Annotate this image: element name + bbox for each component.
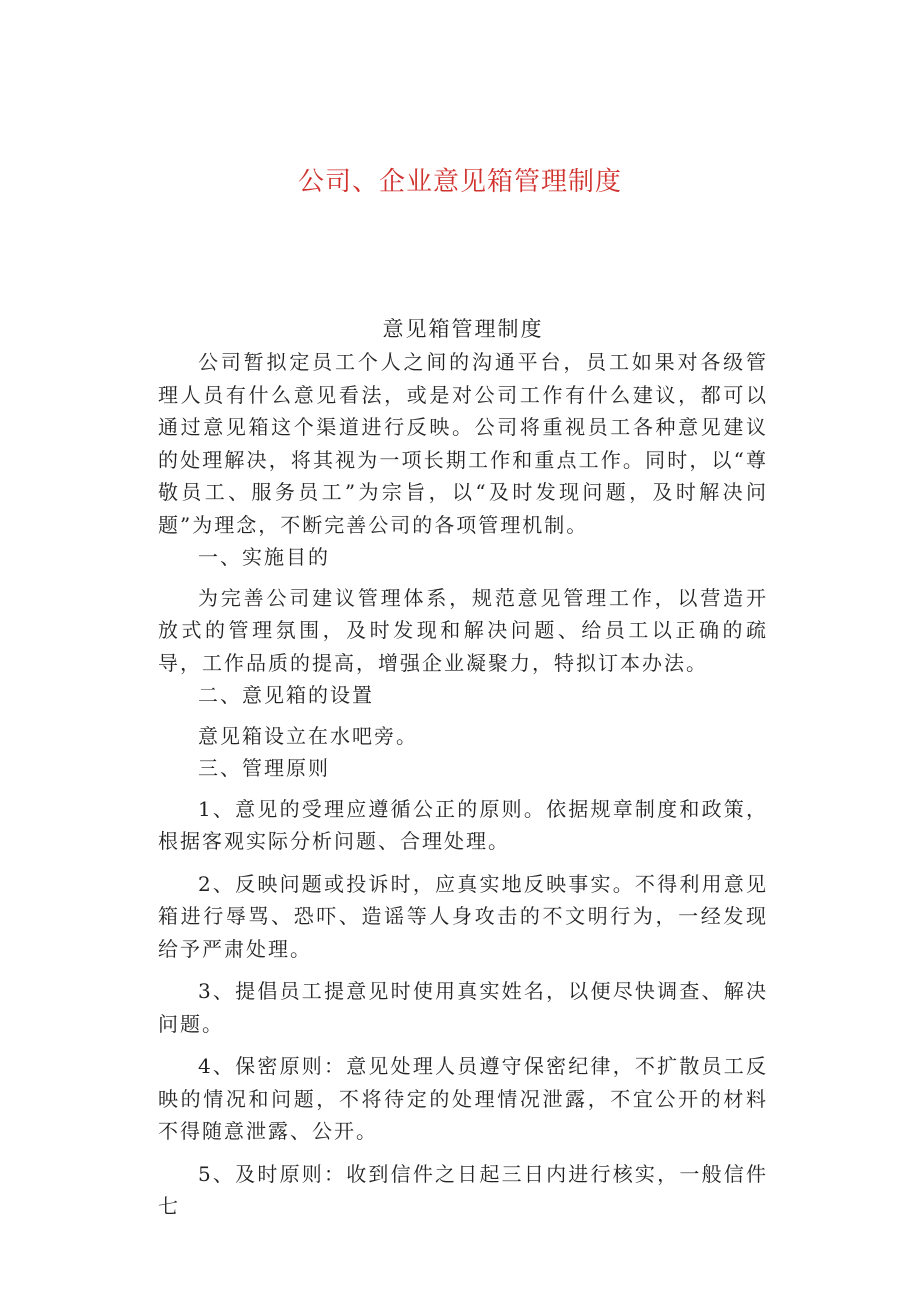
setup-paragraph: 意见箱设立在水吧旁。 [198,723,418,748]
principle-item: 5、及时原则：收到信件之日起三日内进行核实，一般信件七 [158,1161,768,1218]
purpose-paragraph: 为完善公司建议管理体系，规范意见管理工作，以营造开放式的管理氛围，及时发现和解决问题、给员工以正确的疏导，工作品质的提高，增强企业凝聚力，特拟订本办法。 [158,585,768,675]
section-heading-purpose: 一、实施目的 [198,545,330,569]
section-title: 意见箱管理制度 [382,317,544,341]
section-heading-principles: 三、管理原则 [198,756,330,780]
principle-item: 1、意见的受理应遵循公正的原则。依据规章制度和政策，根据客观实际分析问题、合理处理。 [158,796,768,853]
principle-item: 3、提倡员工提意见时使用真实姓名，以便尽快调查、解决问题。 [158,979,768,1036]
principle-item: 2、反映问题或投诉时，应真实地反映事实。不得利用意见箱进行辱骂、恐吓、造谣等人身攻击的不文明行为，一经发现给予严肃处理。 [158,871,768,961]
document-body [158,312,768,1223]
section-heading-setup: 二、意见箱的设置 [198,683,374,707]
intro-paragraph: 公司暂拟定员工个人之间的沟通平台，员工如果对各级管理人员有什么意见看法，或是对公司工作有什么建议，都可以通过意见箱这个渠道进行反映。公司将重视员工各种意见建议的处理解决，将其视为一项长期工作和重点工作。同时，以“尊敬员工、服务员工”为宗旨，以“及时发现问题，及时解决问题”为理念，不断完善公司的各项管理机制。 [158,350,768,537]
document-title: 公司、企业意见箱管理制度 [297,167,622,197]
principle-item: 4、保密原则：意见处理人员遵守保密纪律，不扩散员工反映的情况和问题，不将待定的处理情况泄露，不宜公开的材料不得随意泄露、公开。 [158,1054,768,1143]
